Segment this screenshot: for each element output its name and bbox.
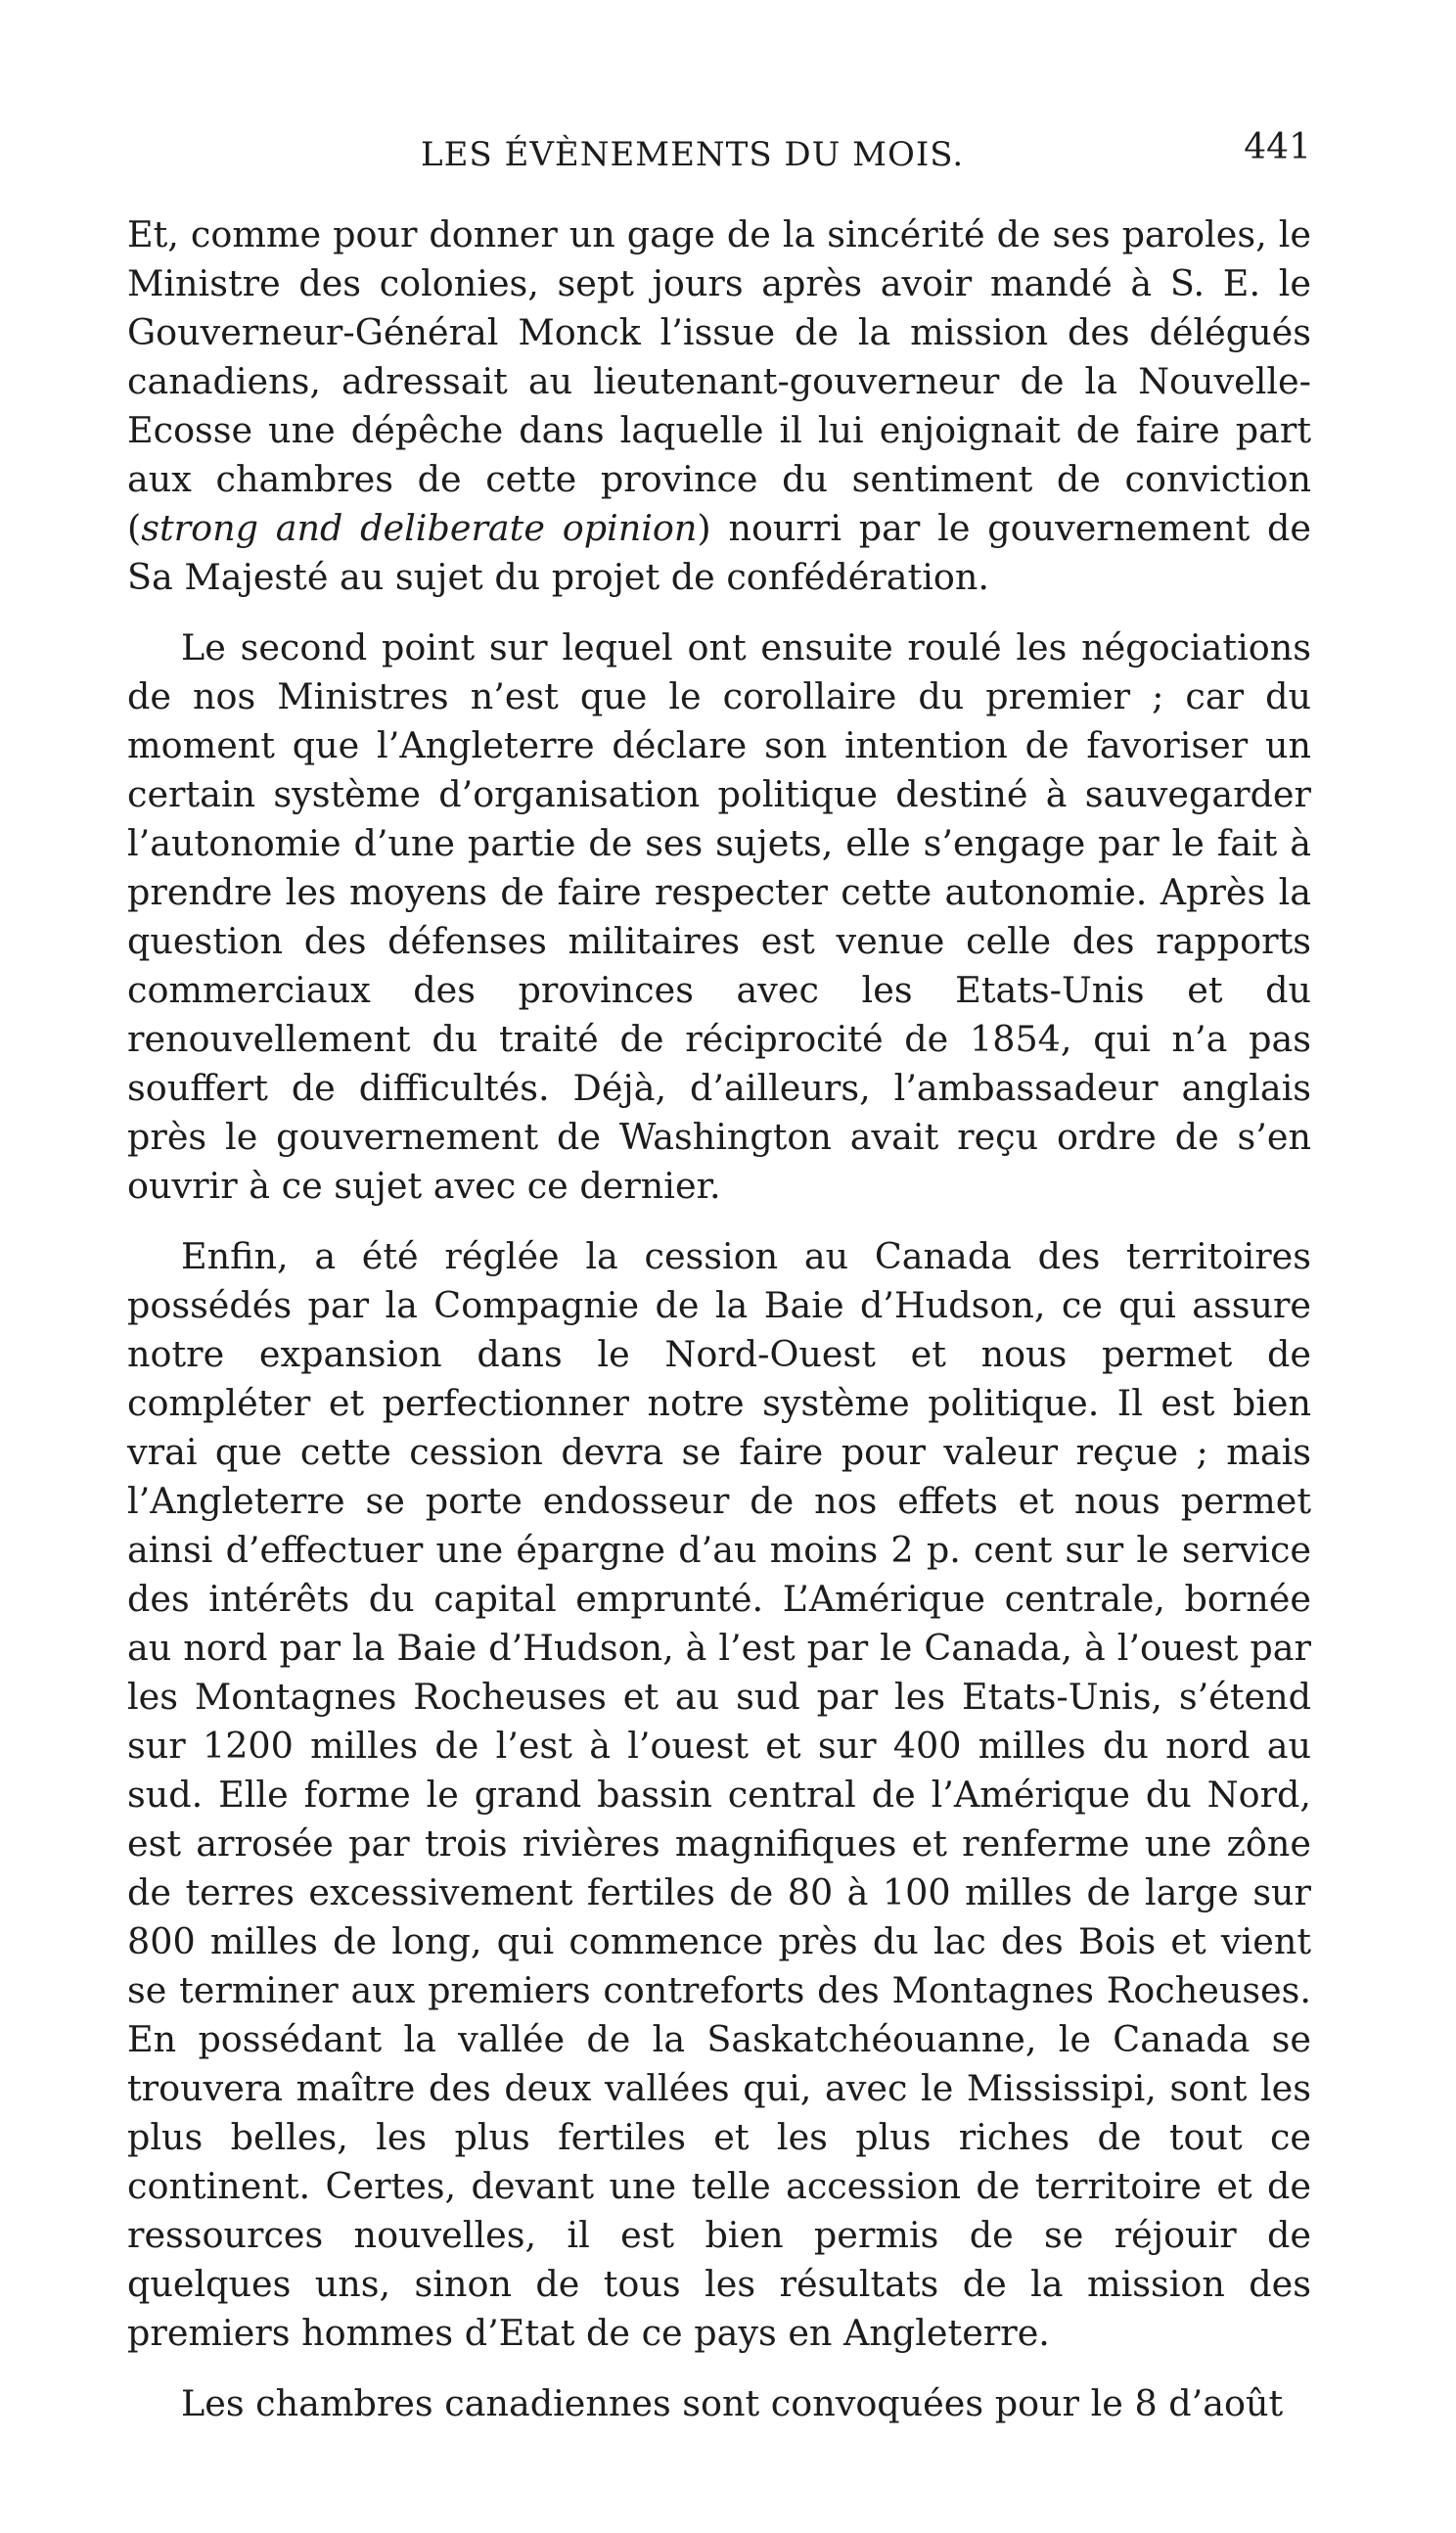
paragraph-1-text-end: ) nourri par le gouvernement de Sa Majesté au sujet du projet de confédération.	[127, 507, 1311, 598]
italic-phrase: strong and deliberate opinion	[141, 507, 698, 549]
paragraph-1	[127, 210, 1311, 602]
page-header	[127, 127, 1311, 186]
paragraph-2: Le second point sur lequel ont ensuite roulé les négociations de nos Ministres n’est que le corollaire du premier ; car du moment que l’Angleterre déclare son intention de favoriser un certain système d’organisation politique destiné à sauvegarder l’autonomie d’une partie de ses sujets, elle s’engage par le fait à prendre les moyens de faire respecter cette autonomie. Après la question des défenses militaires est venue celle des rapports commerciaux des provinces avec les Etats-Unis et du renouvellement du traité de réciprocité de 1854, qui n’a pas souffert de difficultés. Déjà, d’ailleurs, l’ambassadeur anglais près le gouvernement de Washington avait reçu ordre de s’en ouvrir à ce sujet avec ce dernier.	[127, 626, 1311, 1207]
page-number: 441	[1244, 127, 1311, 167]
paragraph-1-text: Et, comme pour donner un gage de la sincérité de ses paroles, le Ministre des colonies, sept jours après avoir mandé à S. E. le Gouverneur-Général Monck l’issue de la mission des délégués canadiens, adressait au lieutenant-gouverneur de la Nouvelle-Ecosse une dépêche dans laquelle il lui enjoignait de faire part aux chambres de cette province du sentiment de conviction (	[127, 213, 1311, 549]
body-text	[127, 210, 1311, 2450]
running-title: LES ÉVÈNEMENTS DU MOIS.	[421, 135, 965, 174]
paragraph-4: Les chambres canadiennes sont convoquées pour le 8 d’août	[181, 2382, 1284, 2424]
paragraph-3: Enfin, a été réglée la cession au Canada des territoires possédés par la Compagnie de la Baie d’Hudson, ce qui assure notre expansion dans le Nord-Ouest et nous permet de compléter et perfectionner notre système politique. Il est bien vrai que cette cession devra se faire pour valeur reçue ; mais l’Angleterre se porte endosseur de nos effets et nous permet ainsi d’effectuer une épargne d’au moins 2 p. cent sur le service des intérêts du capital emprunté. L’Amérique centrale, bornée au nord par la Baie d’Hudson, à l’est par le Canada, à l’ouest par les Montagnes Rocheuses et au sud par les Etats-Unis, s’étend sur 1200 milles de l’est à l’ouest et sur 400 milles du nord au sud. Elle forme le grand bassin central de l’Amérique du Nord, est arrosée par trois rivières magnifiques et renferme une zône de terres excessivement fertiles de 80 à 100 milles de large sur 800 milles de long, qui commence près du lac des Bois et vient se terminer aux premiers contreforts des Montagnes Rocheuses. En possédant la vallée de la Saskatchéouanne, le Canada se trouvera maître des deux vallées qui, avec le Mississipi, sont les plus belles, les plus fertiles et les plus riches de tout ce continent. Certes, devant une telle accession de territoire et de ressources nouvelles, il est bien permis de se réjouir de quelques uns, sinon de tous les résultats de la mission des premiers hommes d’Etat de ce pays en Angleterre.	[127, 1235, 1311, 2354]
